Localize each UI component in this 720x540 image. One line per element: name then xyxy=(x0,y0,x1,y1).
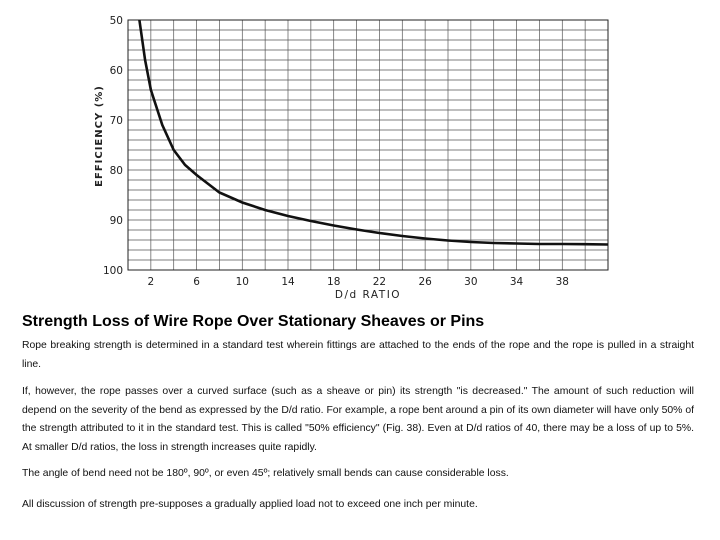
x-tick-label: 26 xyxy=(418,276,432,288)
x-tick-label: 22 xyxy=(372,276,387,288)
efficiency-curve xyxy=(139,20,608,245)
x-tick-label: 18 xyxy=(327,276,341,288)
article-title: Strength Loss of Wire Rope Over Stationary Sheaves or Pins xyxy=(22,313,485,330)
paragraph-standard-test: Rope breaking strength is determined in a standard test wherein fittings are attached to the ends of the rope and the rope is pulled in a straight line. xyxy=(22,340,694,370)
x-tick-label: 34 xyxy=(509,276,524,288)
y-tick-label: 80 xyxy=(109,165,123,177)
y-tick-label: 50 xyxy=(109,15,123,27)
x-tick-label: 38 xyxy=(555,276,569,288)
y-tick-label: 60 xyxy=(109,65,123,77)
y-tick-label: 70 xyxy=(109,115,123,127)
paragraph-load-rate: All discussion of strength pre-supposes a gradually applied load not to exceed one inch per minute. xyxy=(22,499,478,510)
x-tick-label: 10 xyxy=(235,276,249,288)
x-tick-label: 14 xyxy=(281,276,295,288)
x-axis-label: D/d RATIO xyxy=(334,289,402,301)
x-tick-label: 6 xyxy=(193,276,200,288)
y-axis-label: EFFICIENCY (%) xyxy=(94,85,105,187)
y-tick-label: 90 xyxy=(109,215,123,227)
x-tick-labels xyxy=(148,276,569,288)
x-tick-label: 2 xyxy=(147,276,155,288)
paragraph-bend-severity: If, however, the rope passes over a curved surface (such as a sheave or pin) its strength "is decreased." The amount of such reduction will depend on the severity of the bend as expressed by the D/d ratio. For example, a rope bent around a pin of its own diameter will have only 50% of the strength attributed to it in the standard test. This is called "50% efficiency" (Fig. 38). Even at D/d ratios of 40, there may be a loss of up to 5%. At smaller D/d ratios, the loss in strength increases quite rapidly. xyxy=(22,386,694,453)
paragraph-bend-angle: The angle of bend need not be 180º, 90º, or even 45º; relatively small bends can cause considerable loss. xyxy=(22,468,509,479)
y-tick-label: 100 xyxy=(102,265,123,277)
y-tick-labels xyxy=(103,15,123,277)
x-tick-label: 30 xyxy=(464,276,478,288)
